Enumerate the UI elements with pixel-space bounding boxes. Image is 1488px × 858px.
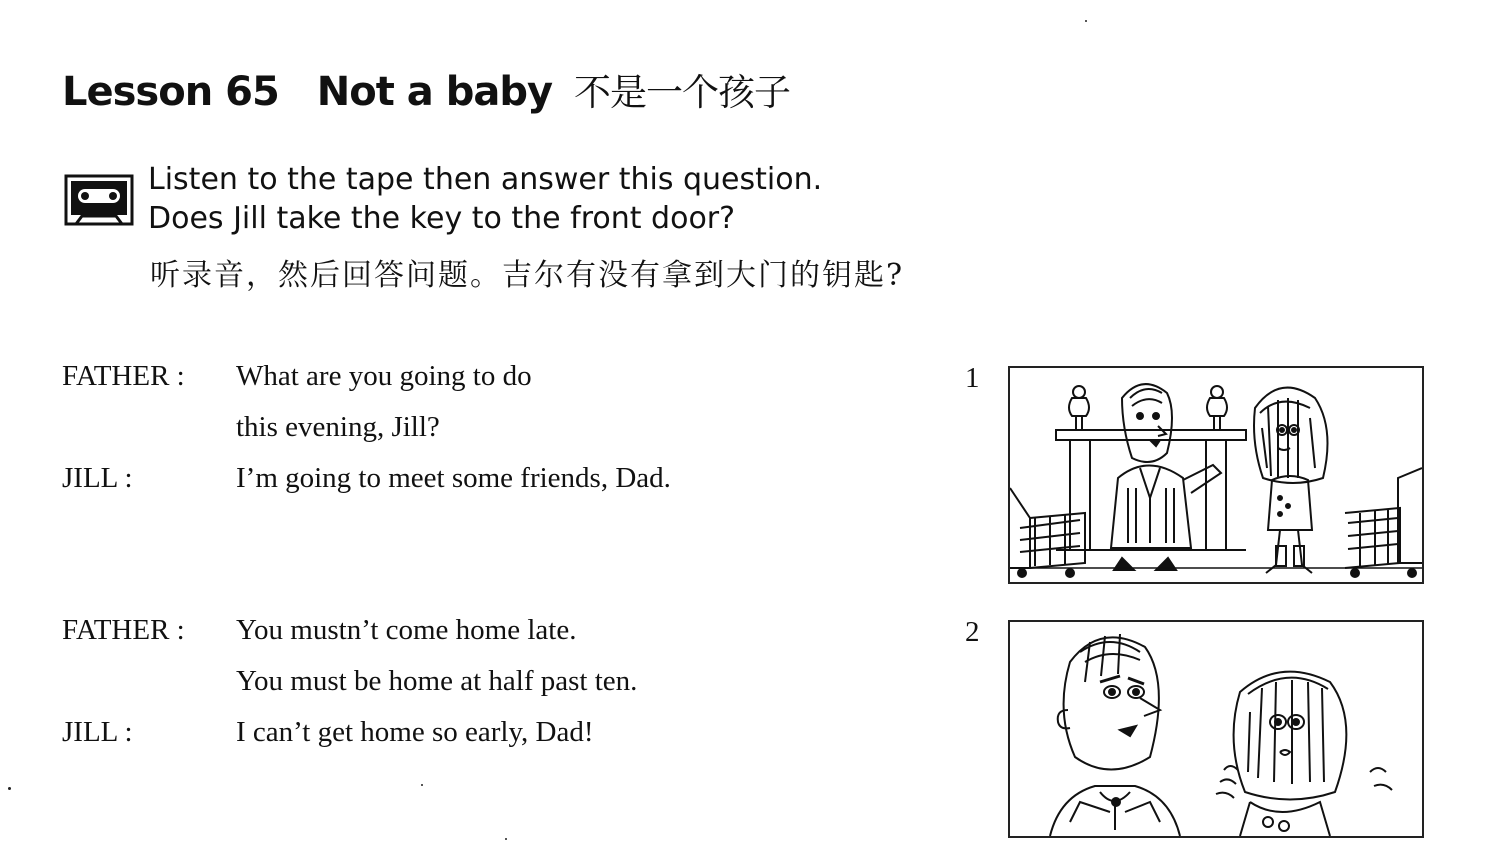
instruction-listen: Listen to the tape then answer this question. xyxy=(148,162,823,197)
speaker-father: FATHER : xyxy=(62,614,185,646)
picture-number: 2 xyxy=(965,616,980,648)
lesson-number: Lesson 65 xyxy=(62,69,279,115)
picture-number: 1 xyxy=(965,362,980,394)
lesson-title-chinese: 不是一个孩子 xyxy=(574,71,791,114)
lesson-title-english: Not a baby xyxy=(316,69,553,115)
print-speck xyxy=(8,787,11,790)
armchair-right xyxy=(1345,468,1422,577)
speaker-jill: JILL : xyxy=(62,462,133,494)
speaker-father: FATHER : xyxy=(62,360,185,392)
dialogue-line: What are you going to do xyxy=(236,360,532,392)
print-speck xyxy=(421,784,423,786)
jill-figure xyxy=(1254,388,1328,573)
dialogue-line: I’m going to meet some friends, Dad. xyxy=(236,462,671,494)
father-figure xyxy=(1111,384,1221,570)
print-speck xyxy=(505,838,507,840)
armchair-left xyxy=(1010,488,1085,577)
instruction-question: Does Jill take the key to the front door? xyxy=(148,201,736,236)
dialogue-line: You mustn’t come home late. xyxy=(236,614,577,646)
jill-figure xyxy=(1216,672,1392,836)
lesson-title xyxy=(62,62,790,116)
illustration-father-and-jill-living-room xyxy=(1008,366,1424,584)
dialogue-line: You must be home at half past ten. xyxy=(236,665,638,697)
print-speck xyxy=(1085,20,1087,22)
dialogue-line: I can’t get home so early, Dad! xyxy=(236,716,594,748)
illustration-father-and-jill-closeup xyxy=(1008,620,1424,838)
father-figure xyxy=(1050,634,1180,836)
speaker-jill: JILL : xyxy=(62,716,133,748)
dialogue-line: this evening, Jill? xyxy=(236,411,440,443)
instruction-chinese: 听录音，然后回答问题。吉尔有没有拿到大门的钥匙? xyxy=(150,258,905,293)
cassette-tape-icon xyxy=(64,172,134,230)
